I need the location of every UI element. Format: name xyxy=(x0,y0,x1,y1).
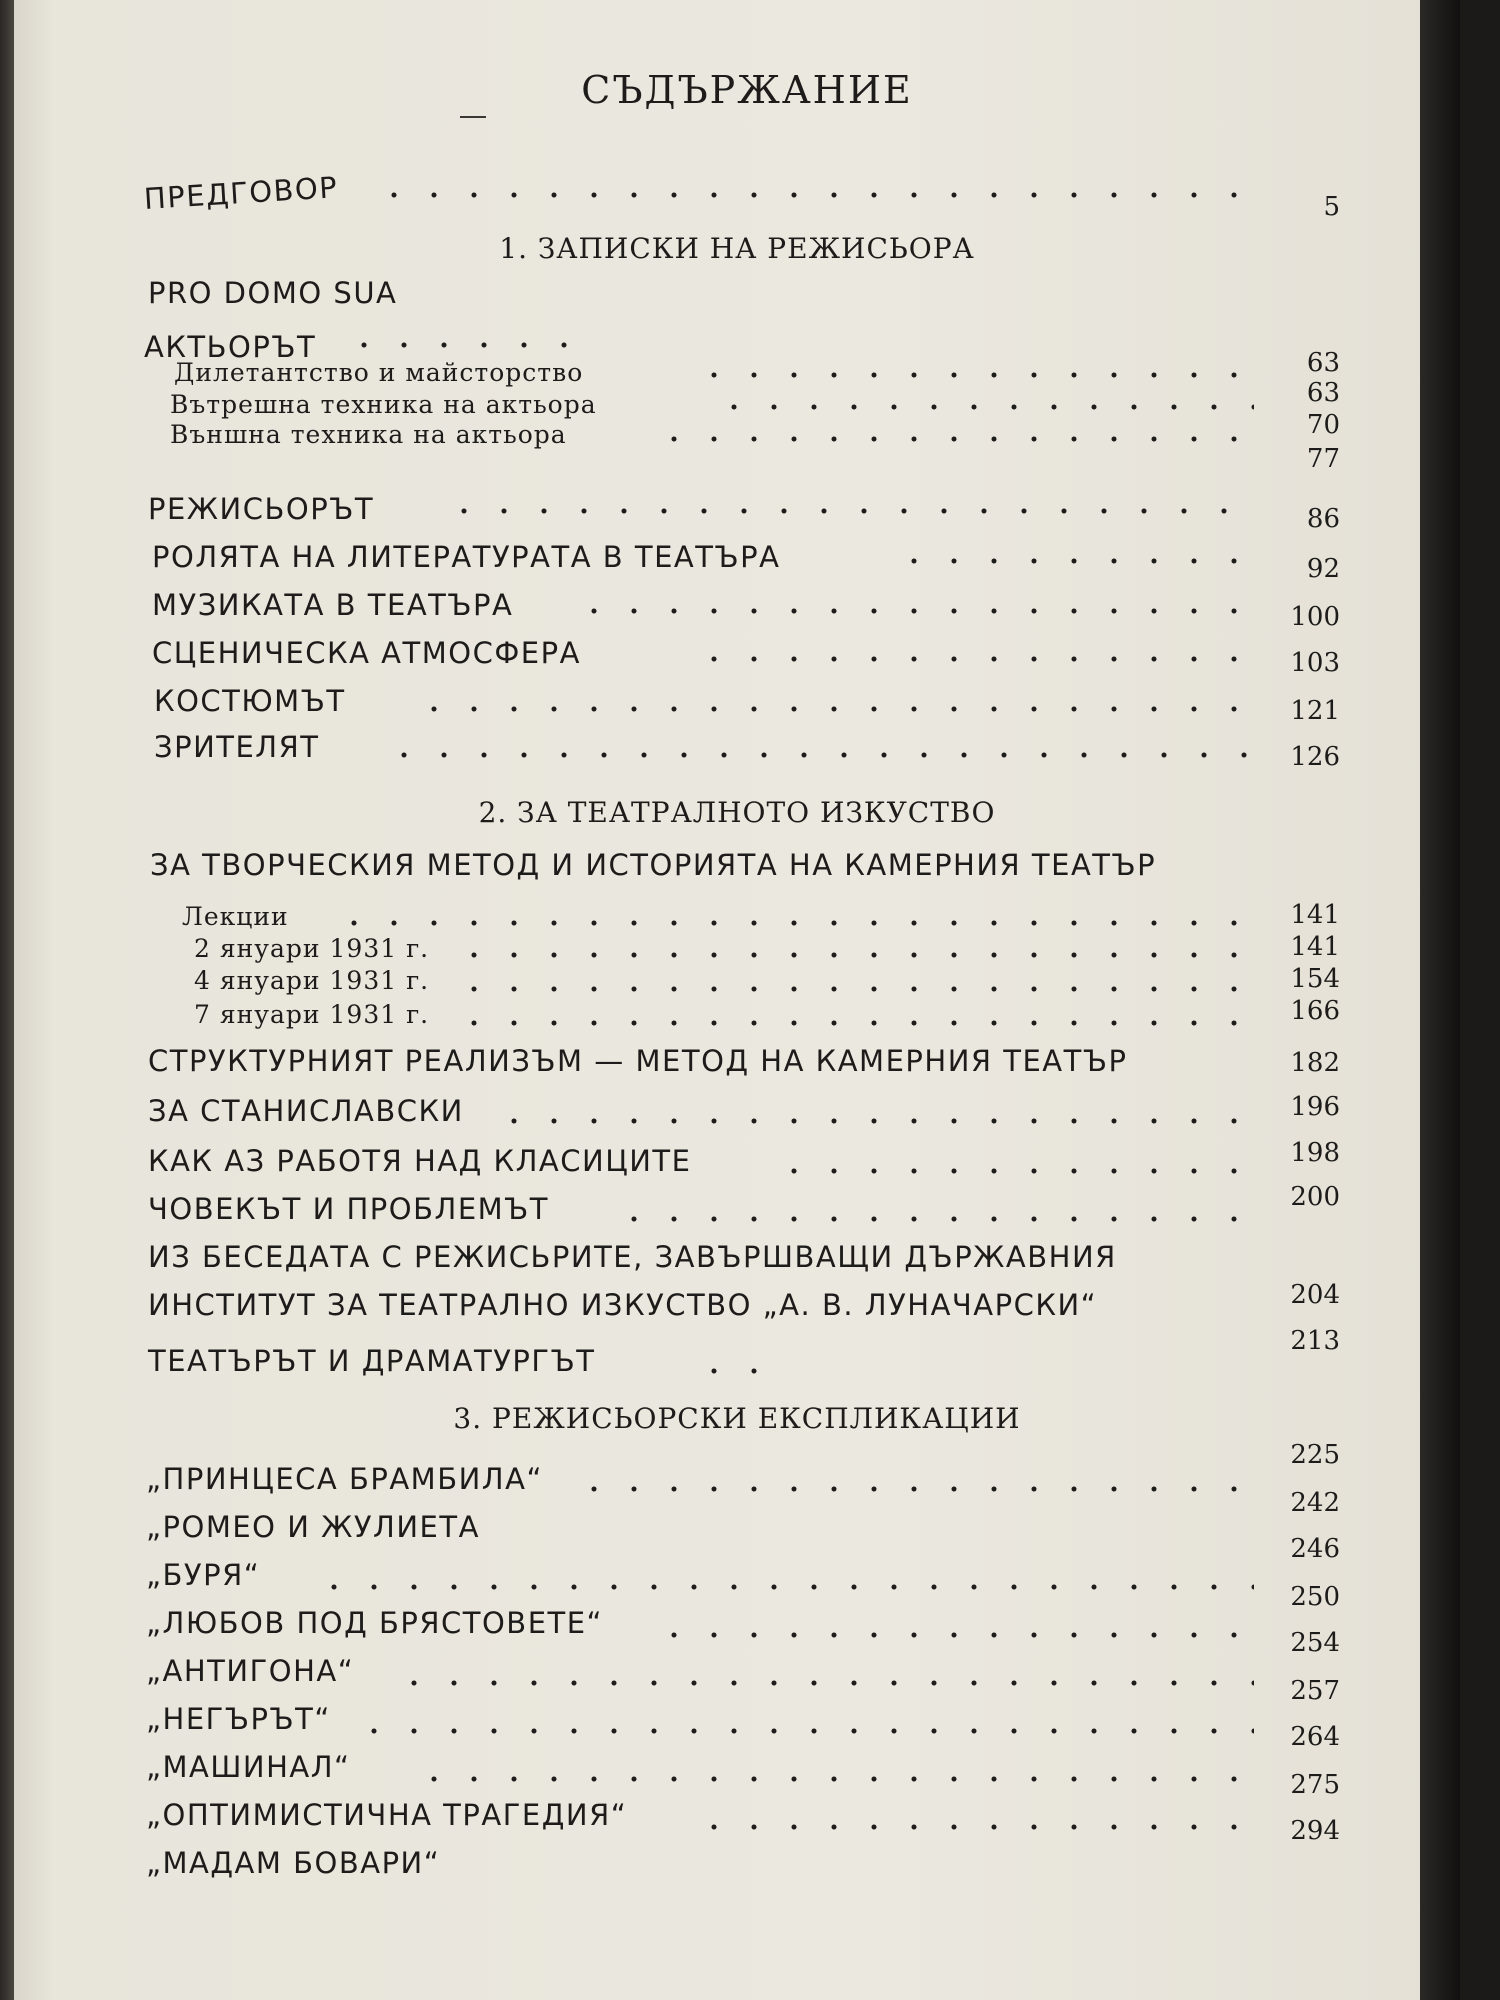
toc-leader-dots xyxy=(384,750,1254,760)
toc-entry xyxy=(14,588,1460,632)
toc-entry-page: 92 xyxy=(1306,554,1340,584)
toc-entry-page: 103 xyxy=(1290,648,1340,678)
toc-leader-dots xyxy=(344,340,584,350)
toc-entry-page: 204 xyxy=(1290,1280,1340,1310)
book-spine-edge xyxy=(0,0,14,2000)
toc-subentry-label: Дилетантство и майсторство xyxy=(174,358,584,387)
toc-leader-dots xyxy=(454,984,1254,994)
toc-entry-label: „ЛЮБОВ ПОД БРЯСТОВЕТЕ“ xyxy=(146,1606,604,1640)
book-page xyxy=(14,0,1460,2000)
toc-subentry-label: 2 януари 1931 г. xyxy=(194,934,430,963)
toc-leader-dots xyxy=(394,1678,1254,1688)
section-heading-1: 1. ЗАПИСКИ НА РЕЖИСЬОРА xyxy=(499,232,975,265)
toc-entry xyxy=(14,1534,1460,1598)
toc-entry-label: МУЗИКАТА В ТЕАТЪРА xyxy=(152,588,514,622)
toc-entry-page: 63 xyxy=(1306,348,1340,378)
toc-entry-label: ЧОВЕКЪТ И ПРОБЛЕМЪТ xyxy=(148,1192,550,1226)
toc-leader-dots xyxy=(694,654,1254,664)
toc-entry-label: „МАДАМ БОВАРИ“ xyxy=(146,1846,441,1880)
toc-entry xyxy=(14,1280,1460,1328)
toc-leader-dots xyxy=(454,950,1254,960)
toc-entry-label: СТРУКТУРНИЯТ РЕАЛИЗЪМ — МЕТОД НА КАМЕРНИЯ ТЕАТЪР xyxy=(148,1044,1128,1078)
toc-leader-dots xyxy=(774,1166,1254,1176)
toc-entry xyxy=(14,1138,1460,1184)
toc-entry-page: 166 xyxy=(1290,996,1340,1026)
toc-entry-page: 250 xyxy=(1290,1582,1340,1612)
toc-entry xyxy=(14,730,1460,770)
toc-entry-page: 198 xyxy=(1290,1138,1340,1168)
toc-subentry xyxy=(14,994,1460,1034)
toc-leader-dots xyxy=(334,918,1254,928)
toc-leader-dots xyxy=(574,606,1254,616)
toc-subentry-label: 4 януари 1931 г. xyxy=(194,966,430,995)
toc-entry xyxy=(14,1628,1460,1694)
toc-entry xyxy=(14,1816,1460,1886)
toc-entry-label: ИНСТИТУТ ЗА ТЕАТРАЛНО ИЗКУСТВО „А. В. ЛУНАЧАРСКИ“ xyxy=(148,1288,1098,1322)
toc-entry xyxy=(14,1770,1460,1838)
toc-leader-dots xyxy=(414,704,1254,714)
toc-leader-dots xyxy=(494,1116,1254,1126)
toc-entry xyxy=(14,1488,1460,1550)
toc-entry-label: „МАШИНАЛ“ xyxy=(146,1750,351,1784)
book-page-edge xyxy=(1420,0,1460,2000)
page-title: СЪДЪРЖАНИЕ xyxy=(581,68,913,112)
toc-entry-label: „БУРЯ“ xyxy=(146,1558,261,1592)
toc-leader-dots xyxy=(354,1726,1254,1736)
toc-entry-label: ЗА СТАНИСЛАВСКИ xyxy=(148,1094,464,1128)
toc-entry-label: „НЕГЪРЪТ“ xyxy=(146,1702,331,1736)
toc-entry-label: КАК АЗ РАБОТЯ НАД КЛАСИЦИТЕ xyxy=(148,1144,692,1178)
toc-leader-dots xyxy=(444,506,1254,516)
toc-entry-page: 126 xyxy=(1290,742,1340,772)
toc-entry xyxy=(14,1182,1460,1232)
toc-leader-dots xyxy=(654,434,1254,444)
toc-leader-dots xyxy=(694,370,1254,380)
toc-entry-page: 200 xyxy=(1290,1182,1340,1212)
toc-entry-label: КОСТЮМЪТ xyxy=(154,684,346,718)
toc-entry-page: 257 xyxy=(1290,1676,1340,1706)
toc-entry xyxy=(14,170,1460,222)
toc-entry-page: 141 xyxy=(1290,900,1340,930)
toc-entry xyxy=(14,490,1460,534)
section-heading-3: 3. РЕЖИСЬОРСКИ ЕКСПЛИКАЦИИ xyxy=(453,1402,1021,1435)
toc-subentry-label: 7 януари 1931 г. xyxy=(194,1000,430,1029)
toc-entry-label: „ПРИНЦЕСА БРАМБИЛА“ xyxy=(146,1462,543,1496)
toc-entry xyxy=(14,1326,1460,1384)
toc-entry-page: 264 xyxy=(1290,1722,1340,1752)
toc-entry-page: 196 xyxy=(1290,1092,1340,1122)
toc-leader-dots xyxy=(694,1366,774,1376)
toc-entry-label: ЗРИТЕЛЯТ xyxy=(154,730,320,764)
toc-leader-dots xyxy=(454,1018,1254,1028)
toc-entry xyxy=(14,684,1460,724)
toc-entry-page: 246 xyxy=(1290,1534,1340,1564)
toc-entry-label: „РОМЕО И ЖУЛИЕТА xyxy=(146,1510,480,1544)
toc-entry xyxy=(14,1676,1460,1742)
toc-entry-page: 242 xyxy=(1290,1488,1340,1518)
toc-entry-label: СЦЕНИЧЕСКА АТМОСФЕРА xyxy=(152,636,581,670)
toc-entry-label: РЕЖИСЬОРЪТ xyxy=(148,492,375,526)
toc-subentry-label: Вътрешна техника на актьора xyxy=(170,390,597,419)
toc-entry-page: 77 xyxy=(1306,444,1340,474)
toc-leader-dots xyxy=(894,556,1254,566)
toc-entry-page: 254 xyxy=(1290,1628,1340,1658)
toc-leader-dots xyxy=(714,402,1254,412)
toc-entry-label: ПРЕДГОВОР xyxy=(142,170,340,216)
toc-entry-page: 213 xyxy=(1290,1326,1340,1356)
toc-entry-page: 100 xyxy=(1290,602,1340,632)
toc-entry-page: 121 xyxy=(1290,696,1340,726)
toc-entry xyxy=(14,538,1460,584)
toc-entry-page: 63 xyxy=(1306,378,1340,408)
toc-entry xyxy=(14,1044,1460,1084)
toc-entry-page: 154 xyxy=(1290,964,1340,994)
decorative-dash xyxy=(460,116,486,118)
toc-entry xyxy=(14,1722,1460,1790)
toc-leader-dots xyxy=(574,1484,1254,1494)
toc-entry-label: ЗА ТВОРЧЕСКИЯ МЕТОД И ИСТОРИЯТА НА КАМЕРНИЯ ТЕАТЪР xyxy=(150,848,1157,882)
section-heading-2: 2. ЗА ТЕАТРАЛНОТО ИЗКУСТВО xyxy=(478,796,996,829)
toc-entry-page: 141 xyxy=(1290,932,1340,962)
toc-entry-page: 5 xyxy=(1323,192,1340,222)
toc-entry-page: 70 xyxy=(1306,410,1340,440)
toc-subentry-label: Лекции xyxy=(182,902,289,931)
toc-entry xyxy=(14,636,1460,676)
toc-leader-dots xyxy=(314,1582,1254,1592)
toc-entry-label: РОЛЯТА НА ЛИТЕРАТУРАТА В ТЕАТЪРА xyxy=(152,540,781,574)
toc-entry-label: АКТЬОРЪТ xyxy=(144,330,317,364)
toc-leader-dots xyxy=(374,190,1254,200)
toc-entry-label: ТЕАТЪРЪТ И ДРАМАТУРГЪТ xyxy=(148,1344,596,1378)
toc-subentry-label: Външна техника на актьора xyxy=(170,420,567,449)
toc-entry xyxy=(14,848,1460,888)
toc-entry xyxy=(14,1440,1460,1502)
toc-entry-label: „АНТИГОНА“ xyxy=(146,1654,355,1688)
toc-entry-page: 275 xyxy=(1290,1770,1340,1800)
toc-entry-page: 182 xyxy=(1290,1048,1340,1078)
toc-entry-page: 225 xyxy=(1290,1440,1340,1470)
toc-entry-page: 294 xyxy=(1290,1816,1340,1846)
toc-leader-dots xyxy=(614,1214,1254,1224)
toc-entry-label: „ОПТИМИСТИЧНА ТРАГЕДИЯ“ xyxy=(146,1798,628,1832)
toc-entry xyxy=(14,272,1460,312)
toc-leader-dots xyxy=(414,1774,1254,1784)
toc-leader-dots xyxy=(694,1822,1254,1832)
toc-entry xyxy=(14,1240,1460,1280)
toc-entry-label: PRO DOMO SUA xyxy=(148,276,398,310)
toc-entry xyxy=(14,1582,1460,1646)
toc-entry-label: ИЗ БЕСЕДАТА С РЕЖИСЬРИТЕ, ЗАВЪРШВАЩИ ДЪРЖАВНИЯ xyxy=(148,1240,1117,1274)
toc-leader-dots xyxy=(654,1630,1254,1640)
toc-subentry xyxy=(14,418,1460,474)
toc-entry-page: 86 xyxy=(1306,504,1340,534)
toc-entry xyxy=(14,1094,1460,1134)
